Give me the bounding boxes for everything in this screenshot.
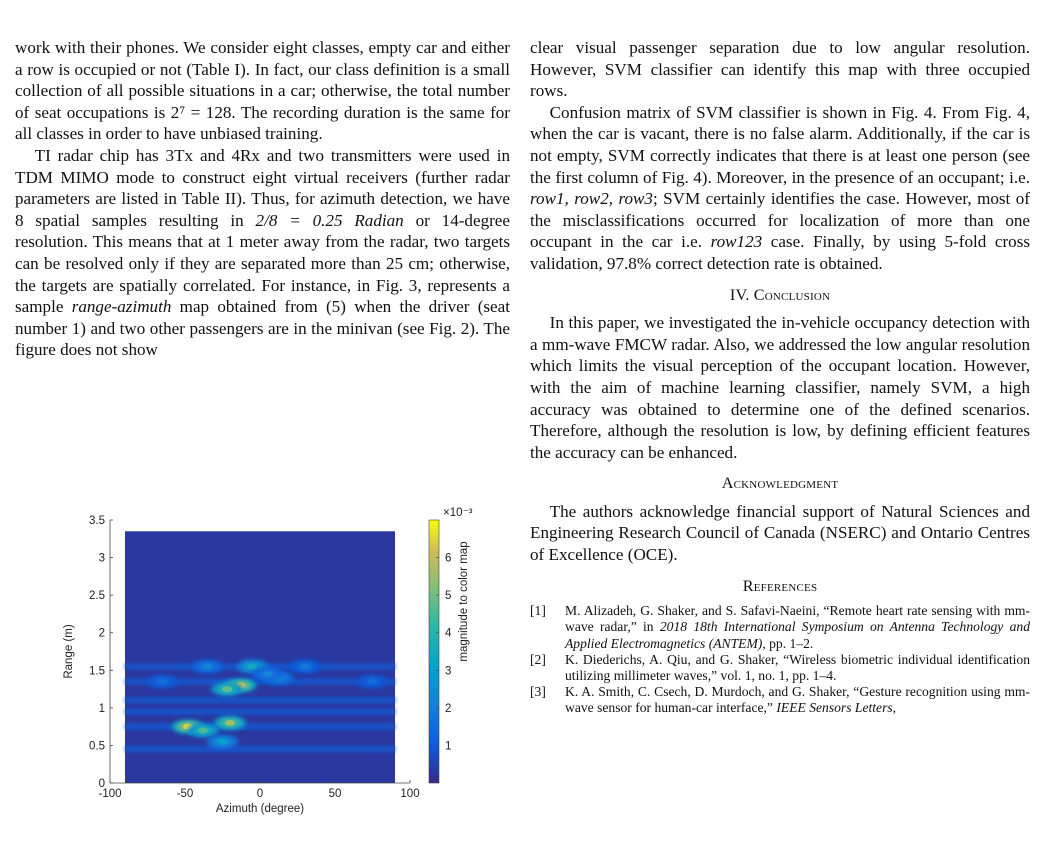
reference-item: [1] M. Alizadeh, G. Shaker, and S. Safavi-Naeini, “Remote heart rate sensing with mm-wave radar,” in 2018 18th International Symposium on Antenna Technology and Applied Electromagnetics (ANTEM), pp. 1–2. (530, 603, 1030, 651)
reference-item: [2] K. Diederichs, A. Qiu, and G. Shaker, “Wireless biometric individual identification utilizing millimeter waves,” vol. 1, no. 1, pp. 1–4. (530, 651, 1030, 684)
heatmap-stripe (125, 724, 395, 730)
heatmap-stripe (125, 709, 395, 715)
heatmap-hotspot (289, 660, 321, 674)
y-axis-label: Range (m) (63, 624, 75, 679)
paragraph: Confusion matrix of SVM classifier is shown in Fig. 4. From Fig. 4, when the car is vacant, there is no false alarm. Additionally, if the car is not empty, SVM correctly indicates that there is at least one person (see the first column of Fig. 4). Moreover, in the presence of an occupant; i.e. row1, row2, row3; SVM certainly identifies the case. However, most of the misclassifications occurred for localization of more than one occupant in the car i.e. row123 case. Finally, by using 5-fold cross validation, 97.8% correct detection rate is obtained. (530, 102, 1031, 273)
y-tick-label: 0.5 (89, 740, 105, 753)
left-column (15, 37, 510, 361)
y-tick-label: 3.5 (89, 515, 105, 527)
heatmap-stripe (125, 746, 395, 752)
heatmap-hotspot (192, 660, 224, 674)
math-inline: 2/8 = 0.25 Radian (255, 210, 404, 230)
paragraph: clear visual passenger separation due to low angular resolution. However, SVM classifier can identify this map with three occupied rows. (530, 38, 1030, 101)
colorbar-tick-label: 5 (445, 590, 452, 603)
section-heading: IV. Conclusion (729, 285, 831, 304)
colorbar-tick-label: 2 (445, 702, 452, 715)
colorbar-tick-label: 6 (445, 552, 452, 565)
x-tick-label: 50 (328, 788, 342, 800)
y-tick-label: 3 (98, 552, 105, 565)
y-tick-label: 1.5 (89, 665, 105, 678)
x-tick-label: -50 (176, 788, 194, 800)
x-tick-label: 0 (256, 788, 264, 800)
colorbar-tick-label: 3 (445, 665, 452, 678)
heatmap-hotspot (211, 682, 243, 696)
paragraph: The authors acknowledge financial support of Natural Sciences and Engineering Research Council of Canada (NSERC) and Ontario Centres of Excellence (OCE). (530, 501, 1030, 565)
heatmap-hotspot (357, 675, 389, 689)
section-heading: Acknowledgment (721, 474, 839, 493)
y-tick-label: 2.5 (89, 590, 105, 603)
colorbar-tick-label: 1 (445, 740, 452, 753)
paragraph: work with their phones. We consider eight classes, empty car and either a row is occupied or not (Table I). In fact, our class definition is a small collection of all possible situations in a car; otherwise, the total number of seat occupations is 2⁷ = 128. The recording duration is the same for all classes in order to have unbiased training. (15, 38, 510, 144)
y-tick-label: 0 (98, 778, 105, 790)
colorbar (429, 520, 439, 783)
y-tick-label: 1 (98, 702, 105, 715)
heatmap-background (125, 531, 395, 783)
section-heading: References (742, 576, 818, 595)
colorbar-tick-label: 4 (445, 627, 452, 640)
range-azimuth-figure (40, 505, 473, 815)
reference-list (530, 603, 1030, 716)
heatmap-hotspot (214, 716, 246, 730)
heatmap-hotspot (147, 675, 179, 689)
paragraph: In this paper, we investigated the in-vehicle occupancy detection with a mm-wave FMCW radar. Also, we addressed the low angular resolution which limits the visual perception of the occupant location. However, with the aim of machine learning classifier, namely SVM, a high accuracy was obtained to determine one of the defined scenarios. Therefore, although the resolution is low, by defining efficient features the accuracy can be enhanced. (530, 313, 1030, 462)
x-tick-label: 100 (400, 788, 420, 800)
paragraph: TI radar chip has 3Tx and 4Rx and two transmitters were used in TDM MIMO mode to construct eight virtual receivers (further radar parameters are listed in Table II). Thus, for azimuth detection, we have 8 spatial samples resulting in 2/8 = 0.25 Radian or 14-degree resolution. This means that at 1 meter away from the radar, two targets can be resolved only if they are separated more than 25 cm; otherwise, the targets are spatially correlated. For instance, in Fig. 3, represents a sample range-azimuth map obtained from (5) when the driver (seat number 1) and two other passengers are in the minivan (see Fig. 2). The figure does not show (15, 145, 510, 360)
heatmap-hotspot (252, 667, 284, 681)
reference-item: [3] K. A. Smith, C. Csech, D. Murdoch, and G. Shaker, “Gesture recognition using mm-wave sensor for human-car interface,” IEEE Sensors Letters, (530, 684, 1030, 716)
heatmap-chart (40, 505, 473, 815)
y-tick-label: 2 (98, 627, 105, 640)
heatmap-hotspot (187, 723, 219, 737)
colorbar-exponent: ×10⁻³ (443, 507, 473, 519)
x-tick-label: -100 (98, 788, 122, 800)
right-column (530, 37, 1030, 717)
x-axis-label: Azimuth (degree) (215, 803, 305, 815)
colorbar-label: magnitude to color map (458, 541, 470, 662)
heatmap-hotspot (207, 735, 239, 749)
heatmap-stripe (125, 697, 395, 703)
